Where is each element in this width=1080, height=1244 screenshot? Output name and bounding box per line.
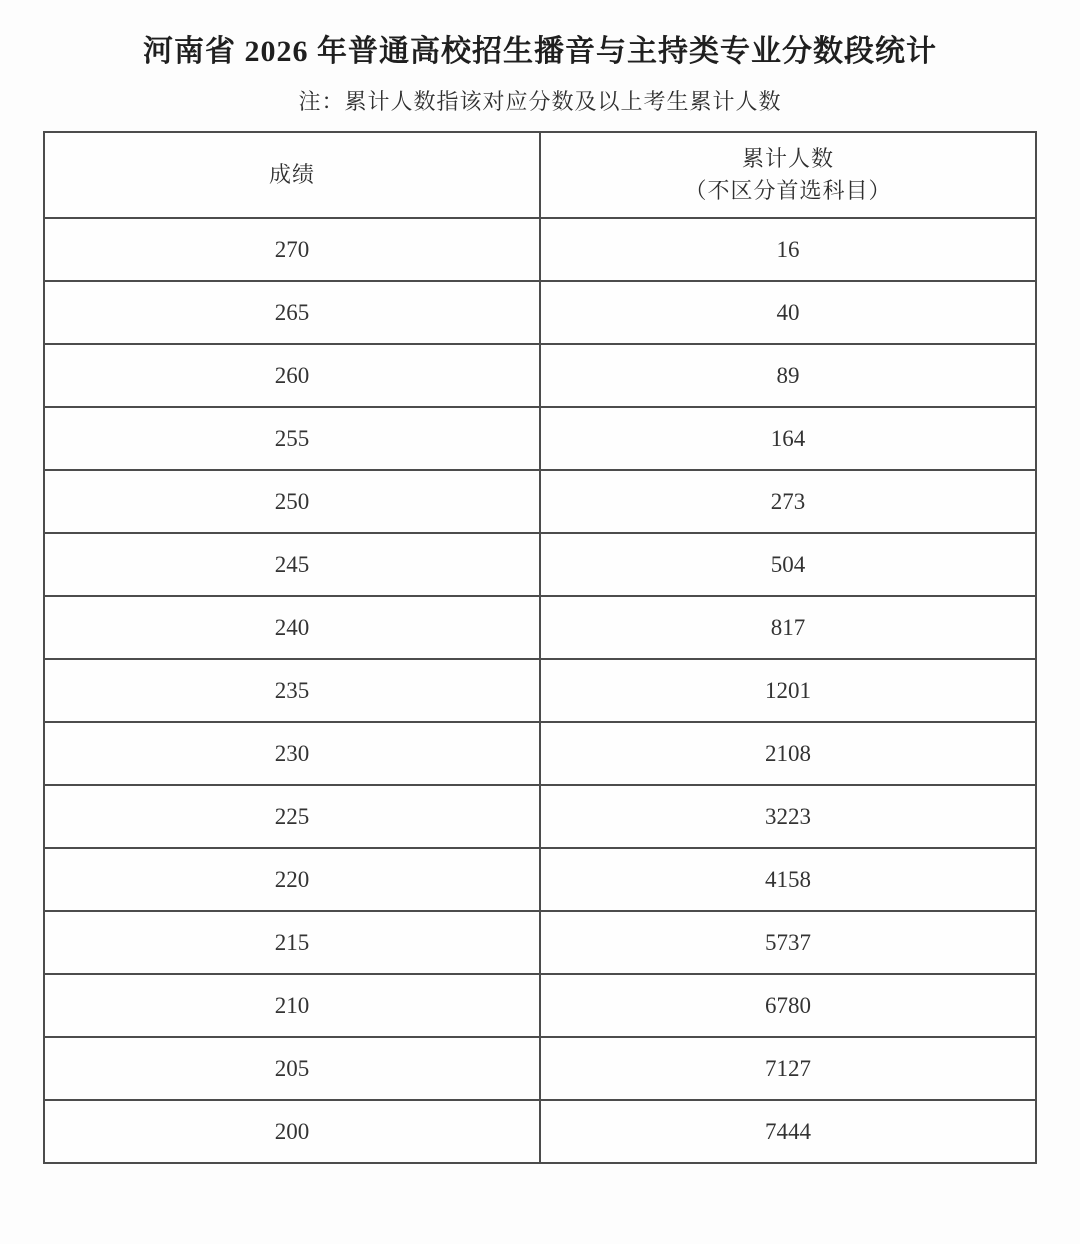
score-cell: 210 (44, 974, 540, 1037)
table-row (44, 1100, 1036, 1163)
count-cell: 7127 (540, 1037, 1036, 1100)
count-column-header-line2: （不区分首选科目） (684, 178, 892, 203)
table-row (44, 218, 1036, 281)
score-table (43, 131, 1037, 1164)
score-cell: 250 (44, 470, 540, 533)
score-cell: 235 (44, 659, 540, 722)
count-column-header (540, 132, 1036, 218)
table-row (44, 722, 1036, 785)
count-cell: 89 (540, 344, 1036, 407)
count-cell: 2108 (540, 722, 1036, 785)
score-cell: 230 (44, 722, 540, 785)
table-row (44, 596, 1036, 659)
table-note: 注：累计人数指该对应分数及以上考生累计人数 (298, 89, 782, 114)
table-row (44, 533, 1036, 596)
header-row (44, 132, 1036, 218)
count-cell: 7444 (540, 1100, 1036, 1163)
score-table-header (44, 132, 1036, 218)
table-row (44, 659, 1036, 722)
score-cell: 245 (44, 533, 540, 596)
score-cell: 240 (44, 596, 540, 659)
count-cell: 164 (540, 407, 1036, 470)
page-title: 河南省 2026 年普通高校招生播音与主持类专业分数段统计 (143, 35, 937, 68)
count-cell: 16 (540, 218, 1036, 281)
count-cell: 817 (540, 596, 1036, 659)
score-column-header (44, 132, 540, 218)
table-row (44, 974, 1036, 1037)
score-cell: 205 (44, 1037, 540, 1100)
score-cell: 265 (44, 281, 540, 344)
count-cell: 1201 (540, 659, 1036, 722)
score-cell: 220 (44, 848, 540, 911)
count-cell: 5737 (540, 911, 1036, 974)
score-cell: 215 (44, 911, 540, 974)
count-column-header-line1: 累计人数 (741, 146, 834, 171)
table-row (44, 911, 1036, 974)
score-cell: 255 (44, 407, 540, 470)
table-row (44, 344, 1036, 407)
table-row (44, 281, 1036, 344)
score-column-header-label: 成绩 (268, 162, 315, 187)
table-row (44, 1037, 1036, 1100)
score-cell: 260 (44, 344, 540, 407)
table-row (44, 407, 1036, 470)
count-cell: 40 (540, 281, 1036, 344)
table-row (44, 470, 1036, 533)
score-cell: 225 (44, 785, 540, 848)
score-table-body (44, 218, 1036, 1163)
score-cell: 270 (44, 218, 540, 281)
count-cell: 504 (540, 533, 1036, 596)
count-cell: 6780 (540, 974, 1036, 1037)
score-cell: 200 (44, 1100, 540, 1163)
count-cell: 273 (540, 470, 1036, 533)
count-cell: 4158 (540, 848, 1036, 911)
count-cell: 3223 (540, 785, 1036, 848)
table-row (44, 785, 1036, 848)
table-row (44, 848, 1036, 911)
